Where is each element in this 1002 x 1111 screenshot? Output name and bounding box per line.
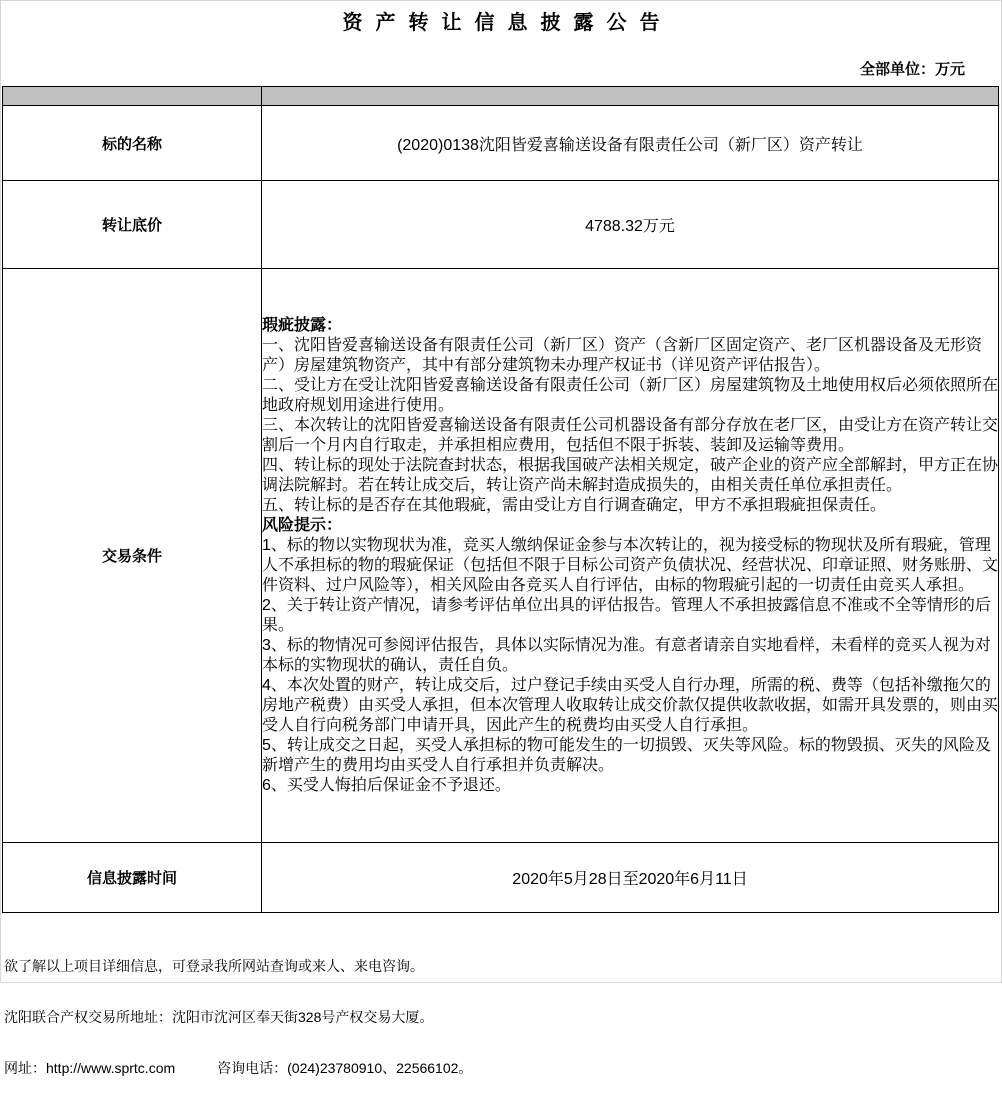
table-row [3, 269, 999, 843]
table-header-row [3, 87, 999, 106]
condition-paragraph: 5、转让成交之日起，买受人承担标的物可能发生的一切损毁、灭失等风险。标的物毁损、灭失的风险及新增产生的费用均由买受人自行承担并负责解决。 [262, 736, 991, 774]
condition-paragraph: 1、标的物以实物现状为准，竞买人缴纳保证金参与本次转让的，视为接受标的物现状及所有瑕疵，管理人不承担标的物的瑕疵保证（包括但不限于目标公司资产负债状况、经营状况、印章证照、财务账册、文件资料、过户风险等），相关风险由各竞买人自行评估，由标的物瑕疵引起的一切责任由竞买人承担。 [262, 536, 999, 594]
condition-paragraph: 二、受让方在受让沈阳皆爱喜输送设备有限责任公司（新厂区）房屋建筑物及土地使用权后必须依照所在地政府规划用途进行使用。 [262, 376, 999, 414]
condition-heading: 风险提示： [262, 516, 343, 534]
condition-paragraph: 四、转让标的现处于法院查封状态，根据我国破产法相关规定，破产企业的资产应全部解封，甲方正在协调法院解封。若在转让成交后，转让资产尚未解封造成损失的，由相关责任单位承担责任。 [262, 456, 999, 494]
field-label-trade-conditions: 交易条件 [3, 269, 262, 843]
field-label-disclosure-period: 信息披露时间 [3, 843, 262, 913]
field-value-disclosure-period: 2020年5月28日至2020年6月11日 [262, 843, 999, 913]
footer-line-contact-hint: 欲了解以上项目详细信息，可登录我所网站查询或来人、来电咨询。 [4, 958, 424, 974]
header-cell-value [262, 87, 999, 106]
field-value-subject-name: (2020)0138沈阳皆爱喜输送设备有限责任公司（新厂区）资产转让 [262, 106, 999, 181]
table-row [3, 843, 999, 913]
condition-paragraph: 3、标的物情况可参阅评估报告，具体以实际情况为准。有意者请亲自实地看样，未看样的竞买人视为对本标的实物现状的确认，责任自负。 [262, 636, 991, 674]
field-label-subject-name: 标的名称 [3, 106, 262, 181]
footer-notes [4, 924, 472, 1111]
condition-paragraph: 2、关于转让资产情况，请参考评估单位出具的评估报告。管理人不承担披露信息不准或不全等情形的后果。 [262, 596, 991, 634]
announcement-table [2, 86, 999, 913]
condition-paragraph: 4、本次处置的财产，转让成交后，过户登记手续由买受人自行办理，所需的税、费等（包括补缴拖欠的房地产税费）由买受人承担，但本次管理人收取转让成交价款仅提供收款收据，如需开具发票的，则由买受人自行向税务部门申请开具，因此产生的税费均由买受人自行承担。 [262, 676, 999, 734]
condition-paragraph: 6、买受人悔拍后保证金不予退还。 [262, 776, 511, 794]
table-row [3, 106, 999, 181]
field-label-floor-price: 转让底价 [3, 181, 262, 269]
field-value-floor-price: 4788.32万元 [262, 181, 999, 269]
table-row [3, 181, 999, 269]
condition-paragraph: 一、沈阳皆爱喜输送设备有限责任公司（新厂区）资产（含新厂区固定资产、老厂区机器设备及无形资产）房屋建筑物资产，其中有部分建筑物未办理产权证书（详见资产评估报告）。 [262, 336, 983, 374]
footer-line-website-phone: 网址：http://www.sprtc.com 咨询电话：(024)23780910、22566102。 [4, 1060, 473, 1076]
condition-paragraph: 三、本次转让的沈阳皆爱喜输送设备有限责任公司机器设备有部分存放在老厂区，由受让方在资产转让交割后一个月内自行取走，并承担相应费用，包括但不限于拆装、装卸及运输等费用。 [262, 416, 999, 454]
header-cell-label [3, 87, 262, 106]
conditions-text-block [262, 316, 998, 796]
footer-line-address: 沈阳联合产权交易所地址：沈阳市沈河区奉天街328号产权交易大厦。 [4, 1009, 434, 1025]
page-title: 资产转让信息披露公告 [342, 12, 673, 34]
field-value-trade-conditions [262, 269, 999, 843]
condition-heading: 瑕疵披露： [262, 316, 343, 334]
condition-paragraph: 五、转让标的是否存在其他瑕疵，需由受让方自行调查确定，甲方不承担瑕疵担保责任。 [262, 496, 887, 514]
units-label: 全部单位：万元 [859, 61, 965, 78]
